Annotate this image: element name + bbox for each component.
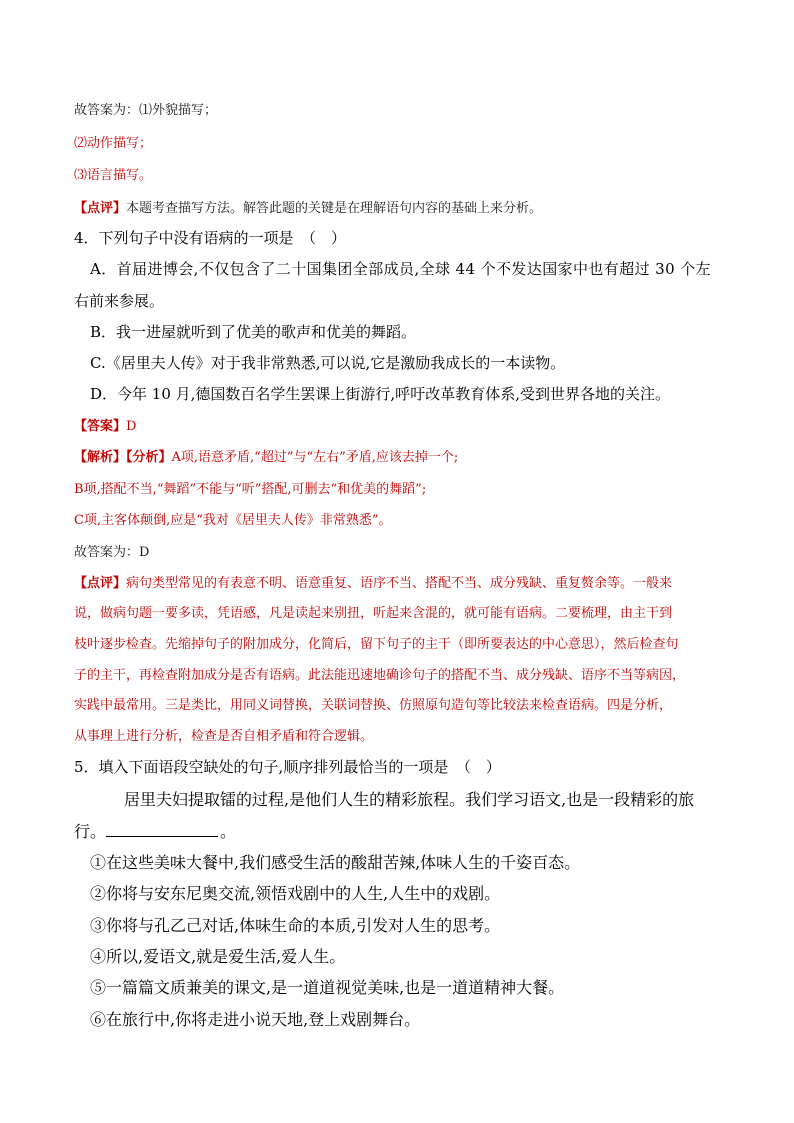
answer-line bbox=[74, 99, 217, 118]
comment-text: 本题考查描写方法。解答此题的关键是在理解语句内容的基础上来分析。 bbox=[126, 201, 543, 216]
q5-item-3: ③你将与孔乙己对话,体味生命的本质,引发对人生的思考。 bbox=[90, 916, 501, 935]
q5-item-1: ①在这些美味大餐中,我们感受生活的酸甜苦辣,体味人生的千姿百态。 bbox=[90, 853, 581, 872]
q4-comment-2: 说，做病句题一要多读，凭语感，凡是读起来别扭，听起来含混的，就可能有语病。二要梳理，由主干到 bbox=[74, 606, 673, 621]
q4-final-answer: 故答案为：D bbox=[74, 545, 150, 560]
q4-option-d: D．今年 10 月,德国数百名学生罢课上街游行,呼吁改革教育体系,受到世界各地的关注。 bbox=[90, 385, 670, 403]
q4-comment-6: 从事理上进行分析，检查是否自相矛盾和符合逻辑。 bbox=[74, 729, 374, 744]
answer-prefix: 故答案为： bbox=[74, 103, 140, 118]
q5-paragraph-line1: 居里夫妇提取镭的过程,是他们人生的精彩旅程。我们学习语文,也是一段精彩的旅 bbox=[124, 790, 695, 809]
q4-answer-tag: 【答案】 bbox=[74, 419, 127, 434]
q4-answer-value: D bbox=[126, 419, 137, 434]
q4-analysis-2: B项,搭配不当,“舞蹈”不能与“听”搭配,可删去“和优美的舞蹈”; bbox=[74, 482, 427, 497]
q4-comment-line1 bbox=[74, 572, 672, 591]
q4-analysis-1: A项,语意矛盾,“超过”与“左右”矛盾,应该去掉一个; bbox=[171, 450, 459, 465]
q5-item-4: ④所以,爱语文,就是爱生活,爱人生。 bbox=[90, 947, 346, 966]
q5-paragraph-line2 bbox=[74, 819, 236, 842]
q4-analysis-3: C项,主客体颠倒,应是“我对《居里夫人传》非常熟悉”。 bbox=[74, 513, 392, 528]
q4-option-c: C.《居里夫人传》对于我非常熟悉,可以说,它是激励我成长的一本读物。 bbox=[90, 354, 566, 372]
q5-paragraph-pre: 行。 bbox=[74, 822, 107, 841]
answer-2: ⑵动作描写； bbox=[74, 136, 153, 151]
q4-option-b: B．我一进屋就听到了优美的歌声和优美的舞蹈。 bbox=[90, 323, 417, 341]
q4-comment-3: 枝叶逐步检查。先缩掉句子的附加成分，化简后，留下句子的主干（即所要表达的中心意思），然后检查句 bbox=[74, 637, 679, 652]
q4-analysis-line1 bbox=[74, 446, 458, 465]
q4-answer-line bbox=[74, 415, 136, 434]
q4-option-a-line1: A．首届进博会,不仅包含了二十国集团全部成员,全球 44 个不发达国家中也有超过 30 个左 bbox=[90, 260, 712, 278]
q4-option-a-line2: 右前来参展。 bbox=[74, 292, 165, 310]
q4-stem: 4．下列句子中没有语病的一项是 （ ） bbox=[74, 229, 347, 247]
comment-tag: 【点评】 bbox=[74, 201, 127, 216]
answer-3: ⑶语言描写。 bbox=[74, 168, 153, 183]
comment-line bbox=[74, 197, 542, 216]
q5-paragraph-post: 。 bbox=[220, 822, 237, 841]
q4-comment-4: 子的主干，再检查附加成分是否有语病。此法能迅速地确诊句子的搭配不当、成分残缺、语序不当等病因， bbox=[74, 668, 686, 683]
answer-1: ⑴外貌描写； bbox=[139, 103, 218, 118]
q5-item-6: ⑥在旅行中,你将走进小说天地,登上戏剧舞台。 bbox=[90, 1010, 421, 1029]
q5-stem: 5．填入下面语段空缺处的句子,顺序排列最恰当的一项是 （ ） bbox=[74, 758, 501, 776]
q4-comment-tag: 【点评】 bbox=[74, 576, 127, 591]
q5-item-5: ⑤一篇篇文质兼美的课文,是一道道视觉美味,也是一道道精神大餐。 bbox=[90, 978, 565, 997]
q4-analysis-tag: 【解析】【分析】 bbox=[74, 450, 172, 465]
q4-comment-1: 病句类型常见的有表意不明、语意重复、语序不当、搭配不当、成分残缺、重复赘余等。一般来 bbox=[126, 576, 673, 591]
q4-comment-5: 实践中最常用。三是类比，用同义词替换，关联词替换、仿照原句造句等比较法来检查语病。四是分析， bbox=[74, 698, 673, 713]
q5-item-2: ②你将与安东尼奥交流,领悟戏剧中的人生,人生中的戏剧。 bbox=[90, 884, 501, 903]
fill-in-blank bbox=[106, 822, 218, 837]
